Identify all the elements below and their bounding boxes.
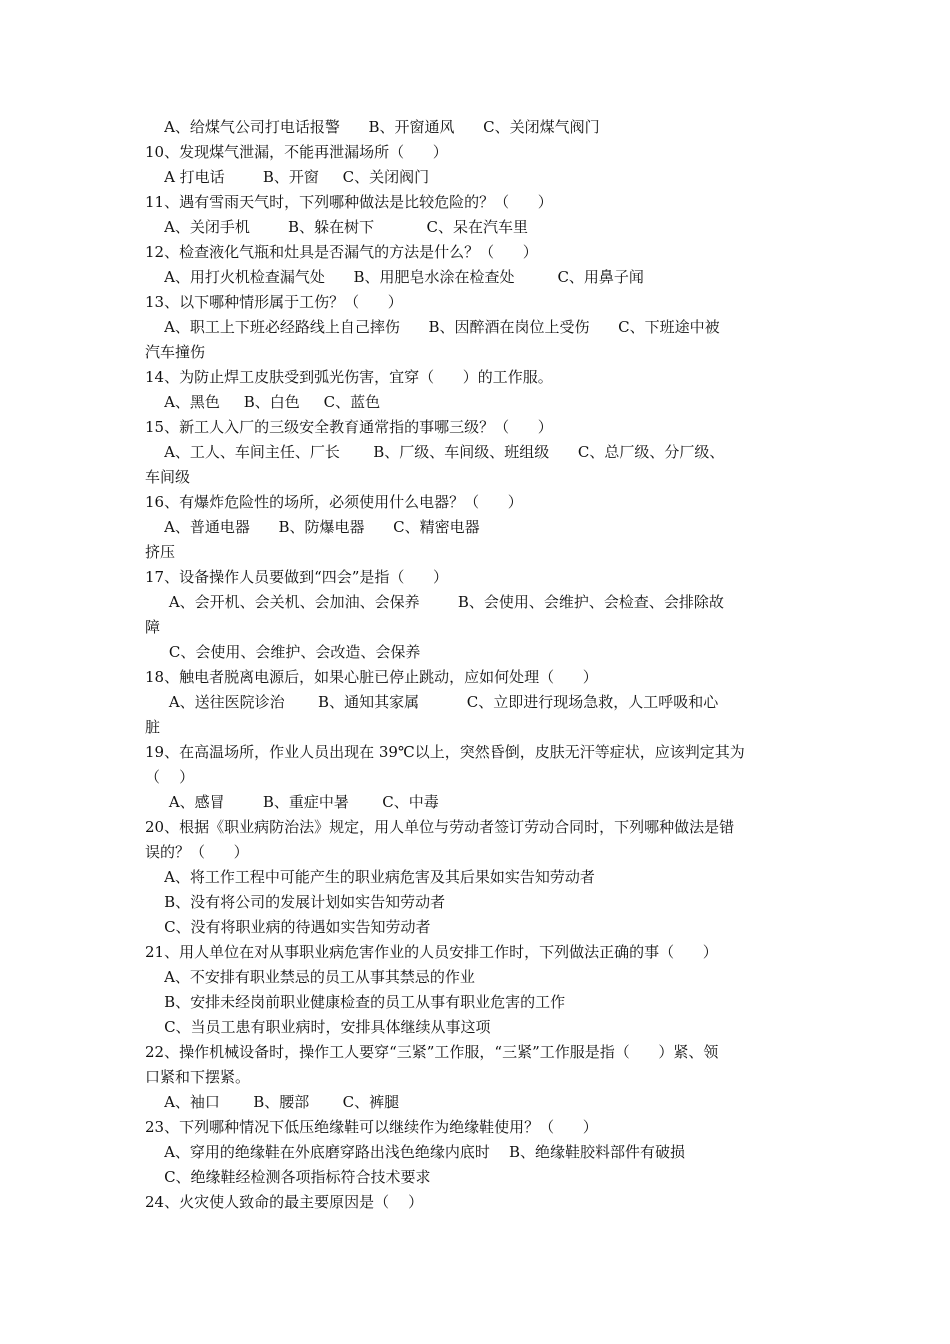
question-11: 11、遇有雪雨天气时，下列哪种做法是比较危险的？（ ）	[145, 193, 553, 211]
text-line: 误的？（ ）	[145, 843, 249, 861]
question-12: 12、检查液化气瓶和灶具是否漏气的方法是什么？（ ）	[145, 243, 538, 261]
text-line: A、职工上下班必经路线上自己摔伤 B、因醉酒在岗位上受伤 C、下班途中被	[145, 318, 720, 336]
text-line: C、当员工患有职业病时，安排具体继续从事这项	[145, 1018, 491, 1036]
text-line: B、没有将公司的发展计划如实告知劳动者	[145, 893, 446, 911]
question-22: 22、操作机械设备时，操作工人要穿“三紧”工作服，“三紧”工作服是指（ ）紧、领	[145, 1043, 719, 1061]
question-24: 24、火灾使人致命的最主要原因是（ ）	[145, 1193, 424, 1211]
text-line: A、送往医院诊治 B、通知其家属 C、立即进行现场急救，人工呼吸和心	[145, 693, 719, 711]
text-line: A、关闭手机 B、躲在树下 C、呆在汽车里	[145, 218, 528, 236]
text-line: （ ）	[145, 768, 195, 786]
question-20: 20、根据《职业病防治法》规定，用人单位与劳动者签订劳动合同时，下列哪种做法是错	[145, 818, 735, 836]
text-line: 汽车撞伤	[145, 343, 206, 361]
question-14: 14、为防止焊工皮肤受到弧光伤害，宜穿（ ）的工作服。	[145, 368, 553, 386]
text-line: A、工人、车间主任、厂长 B、厂级、车间级、班组级 C、总厂级、分厂级、	[145, 443, 725, 461]
question-13: 13、以下哪种情形属于工伤？（ ）	[145, 293, 403, 311]
text-line: A、普通电器 B、防爆电器 C、精密电器	[145, 518, 480, 536]
text-line: A、用打火机检查漏气处 B、用肥皂水涂在检查处 C、用鼻子闻	[145, 268, 644, 286]
text-line: 口紧和下摆紧。	[145, 1068, 251, 1086]
text-line: A、穿用的绝缘鞋在外底磨穿路出浅色绝缘内底时 B、绝缘鞋胶料部件有破损	[145, 1143, 686, 1161]
question-21: 21、用人单位在对从事职业病危害作业的人员安排工作时，下列做法正确的事（ ）	[145, 943, 718, 961]
text-line: C、绝缘鞋经检测各项指标符合技术要求	[145, 1168, 431, 1186]
question-17: 17、设备操作人员要做到“四会”是指（ ）	[145, 568, 449, 586]
text-line: B、安排未经岗前职业健康检查的员工从事有职业危害的工作	[145, 993, 566, 1011]
text-line: A、不安排有职业禁忌的员工从事其禁忌的作业	[145, 968, 475, 986]
text-line: 挤压	[145, 543, 176, 561]
text-line: C、会使用、会维护、会改造、会保养	[145, 643, 421, 661]
text-line: A、袖口 B、腰部 C、裤腿	[145, 1093, 400, 1111]
text-line: A、给煤气公司打电话报警 B、开窗通风 C、关闭煤气阀门	[145, 118, 600, 136]
text-line: C、没有将职业病的待遇如实告知劳动者	[145, 918, 431, 936]
text-line: 脏	[145, 718, 161, 736]
question-16: 16、有爆炸危险性的场所，必须使用什么电器？（ ）	[145, 493, 523, 511]
text-line: 车间级	[145, 468, 191, 486]
text-line: 障	[145, 618, 161, 636]
question-10: 10、发现煤气泄漏，不能再泄漏场所（ ）	[145, 143, 448, 161]
text-line: A、黑色 B、白色 C、蓝色	[145, 393, 381, 411]
text-line: A 打电话 B、开窗 C、关闭阀门	[145, 168, 430, 186]
text-line: A、感冒 B、重症中暑 C、中毒	[145, 793, 439, 811]
question-15: 15、新工人入厂的三级安全教育通常指的事哪三级？（ ）	[145, 418, 553, 436]
text-line: A、会开机、会关机、会加油、会保养 B、会使用、会维护、会检查、会排除故	[145, 593, 724, 611]
question-19: 19、在高温场所，作业人员出现在 39℃以上，突然昏倒，皮肤无汗等症状，应该判定其为	[145, 743, 745, 761]
text-line: A、将工作工程中可能产生的职业病危害及其后果如实告知劳动者	[145, 868, 595, 886]
question-18: 18、触电者脱离电源后，如果心脏已停止跳动，应如何处理（ ）	[145, 668, 598, 686]
question-23: 23、下列哪种情况下低压绝缘鞋可以继续作为绝缘鞋使用？（ ）	[145, 1118, 598, 1136]
